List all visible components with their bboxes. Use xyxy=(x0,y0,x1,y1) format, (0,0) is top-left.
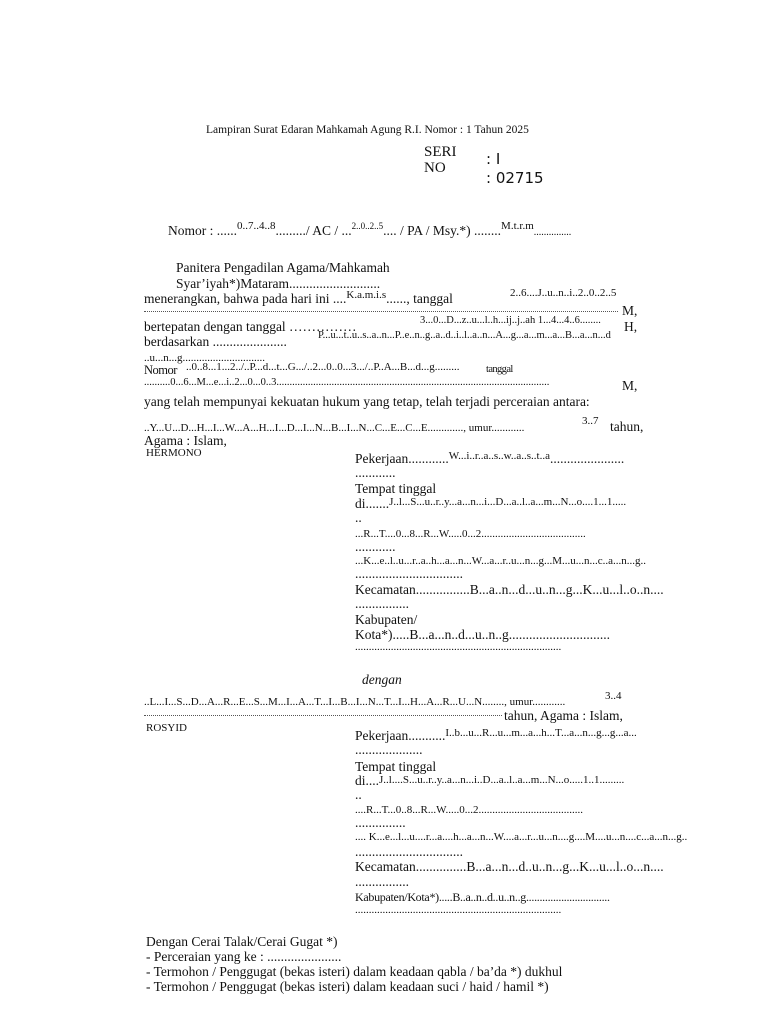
wife-pekerjaan-value: I..b...u...R...u...m...a...h...T...a...n...g...g...a... xyxy=(445,727,637,739)
no-value: : 02715 xyxy=(486,169,544,187)
panitera-line: Panitera Pengadilan Agama/Mahkamah xyxy=(176,260,390,275)
bertepatan-text: bertepatan dengan tanggal …………… xyxy=(144,319,357,334)
seri-label: SERI xyxy=(424,144,457,160)
wife-pekerjaan-cont: .................... xyxy=(355,742,423,757)
husband-pekerjaan-tail: ...................... xyxy=(549,451,625,466)
tanggal-putusan: ..........0...6...M...e...i..2...0...0..3........................................................................................................ xyxy=(144,377,550,388)
m-suffix-2: M, xyxy=(622,378,638,393)
keadaan-suci: - Termohon / Penggugat (bekas isteri) dalam keadaan suci / haid / hamil *) xyxy=(146,979,549,994)
hijri-date: 3...0...D...z..u...l..h...ij..j..ah 1...4...4..6........ xyxy=(420,315,601,326)
nomor-tail: ............... xyxy=(533,227,572,238)
husband-agama: Agama : Islam, xyxy=(144,433,227,448)
perceraian-ke: - Perceraian yang ke : ...................... xyxy=(146,949,342,964)
hukum-tetap-text: yang telah mempunyai kekuatan hukum yang tetap, telah terjadi perceraian antara: xyxy=(144,394,590,409)
lampiran-text: Lampiran Surat Edaran Mahkamah Agung R.I. Nomor : 1 Tahun 2025 xyxy=(206,124,529,136)
wife-alamat: J..l....S...u..r..y..a...n...i..D...a..l..a...m...N...o.....1..1......... xyxy=(379,774,625,786)
tanggal-value: 2..6....J..u..n..i..2..0..2..5 xyxy=(510,287,617,299)
wife-kabupaten-cont: ........................................................................... xyxy=(355,904,562,916)
husband-alamat: J..l...S...u..r..y...a...n...i...D...a..l..a...m...N...o....1...1..... xyxy=(389,496,627,508)
wife-pekerjaan-label: Pekerjaan........... xyxy=(355,728,446,743)
putusan-value: P...u...t..u..s..a..n...P..e..n..g..a..d..i..l..a..n...A...g...a...m...a...B...a...n...d xyxy=(318,330,611,341)
husband-kota-cont: ........................................................................... xyxy=(355,641,562,653)
husband-di: di....... xyxy=(355,496,390,511)
jenis-cerai: Dengan Cerai Talak/Cerai Gugat *) xyxy=(146,934,338,949)
wife-alamat-cont: .. xyxy=(355,787,362,802)
wife-tempat-label: Tempat tinggal xyxy=(355,759,437,774)
nomor-code: M.t.r.m xyxy=(501,220,534,232)
husband-kota: Kota*).....B...a...n..d...u..n..g.............................. xyxy=(355,627,610,642)
nomor-year: 2..0..2..5 xyxy=(351,221,384,231)
wife-alias: ROSYID xyxy=(146,722,187,734)
wife-name-line xyxy=(144,693,565,709)
nomor-putusan-label: Nomor xyxy=(144,363,177,377)
menerangkan-text: menerangkan, bahwa pada hari ini .... xyxy=(144,291,347,306)
nomor-putusan-value: ..0..8...1...2../..P...d...t...G.../..2...0..0...3.../..P..A...B...d...g......... xyxy=(186,361,460,373)
husband-alias: HERMONO xyxy=(146,447,202,459)
husband-rt-cont: ............ xyxy=(355,539,396,554)
wife-rt-cont: ............... xyxy=(355,815,406,830)
wife-name: ..L...I...S...D...A...R...E...S...M...I...A...T...I...B...I...N...T...I...H...A...R...U...N........, umur............ xyxy=(144,696,566,708)
wife-age: 3..4 xyxy=(605,690,622,702)
nomor-mid2: .... / PA / Msy.*) ........ xyxy=(383,223,502,238)
putusan-cont-small: ..u...n...g.............................. xyxy=(144,352,265,364)
tanggal-small: tanggal xyxy=(486,364,513,375)
dotted-rule xyxy=(144,311,618,312)
menerangkan-line xyxy=(144,291,453,307)
wife-kel-cont: ................................ xyxy=(355,844,463,859)
husband-pekerjaan-label: Pekerjaan............ xyxy=(355,451,449,466)
husband-pekerjaan-cont: ............ xyxy=(355,465,396,480)
syariyah-line: Syar’iyah*)Mataram........................... xyxy=(176,276,381,291)
husband-name: ..Y...U...D...H...I...W...A...H...I...D...I...N...B...I...N...C...E...C...E............., umur............ xyxy=(144,422,525,434)
hari-value: K.a.m.i.s xyxy=(346,289,387,301)
husband-kabupaten-label: Kabupaten/ xyxy=(355,612,418,627)
wife-alamat-line xyxy=(355,773,624,789)
husband-kel-cont: ................................ xyxy=(355,566,463,581)
wife-dotted-rule xyxy=(144,715,502,716)
seri-value: : I xyxy=(486,150,501,168)
nomor-number: 0..7..4..8 xyxy=(237,220,276,232)
husband-kecamatan: Kecamatan................B...a..n...d...u..n...g...K...u...l..o..n.... xyxy=(355,582,664,597)
keadaan-dukhul: - Termohon / Penggugat (bekas isteri) dalam keadaan qabla / ba’da *) dukhul xyxy=(146,964,563,979)
wife-kabupaten: Kabupaten/Kota*).....B..a..n..d..u..n..g............................... xyxy=(355,890,610,904)
husband-pekerjaan-value: W...i..r..a..s..w..a..s..t..a xyxy=(448,450,550,462)
nomor-mid: ........./ AC / ... xyxy=(275,223,352,238)
husband-rt: ...R...T....0...8...R...W.....0...2...................................... xyxy=(355,528,586,540)
nomor-prefix: Nomor : ...... xyxy=(168,223,237,238)
husband-alamat-cont: .. xyxy=(355,510,362,525)
nomor-line xyxy=(168,220,572,239)
wife-di: di.... xyxy=(355,773,380,788)
wife-rt: ....R...T...0..8...R...W.....0...2...................................... xyxy=(355,804,583,816)
husband-tahun: tahun, xyxy=(610,419,644,434)
no-label: NO xyxy=(424,160,446,176)
wife-tahun-agama: tahun, Agama : Islam, xyxy=(504,708,623,723)
m-suffix-1: M, xyxy=(622,303,638,318)
berdasarkan-text: berdasarkan ...................... xyxy=(144,334,287,349)
tanggal-label: ......, tanggal xyxy=(386,291,453,306)
husband-kecamatan-cont: ................ xyxy=(355,596,409,611)
wife-kelurahan: .... K...e...l...u....r...a....h...a...n...W....a...r...u...n....g....M....u...n....c...a...n...g.. xyxy=(355,831,688,843)
husband-tempat-label: Tempat tinggal xyxy=(355,481,437,496)
dengan-label: dengan xyxy=(362,672,402,687)
husband-alamat-line xyxy=(355,496,626,512)
wife-kecamatan-cont: ................ xyxy=(355,874,409,889)
husband-kelurahan: ...K...e..l..u...r..a..h...a...n...W...a...r..u...n...g...M...u...n...c..a...n...g.. xyxy=(355,555,647,567)
wife-kecamatan: Kecamatan...............B...a...n...d..u..n...g...K...u...l..o...n.... xyxy=(355,859,664,874)
wife-kel-line xyxy=(355,828,687,844)
h-suffix: H, xyxy=(624,319,638,334)
husband-age: 3..7 xyxy=(582,415,599,427)
